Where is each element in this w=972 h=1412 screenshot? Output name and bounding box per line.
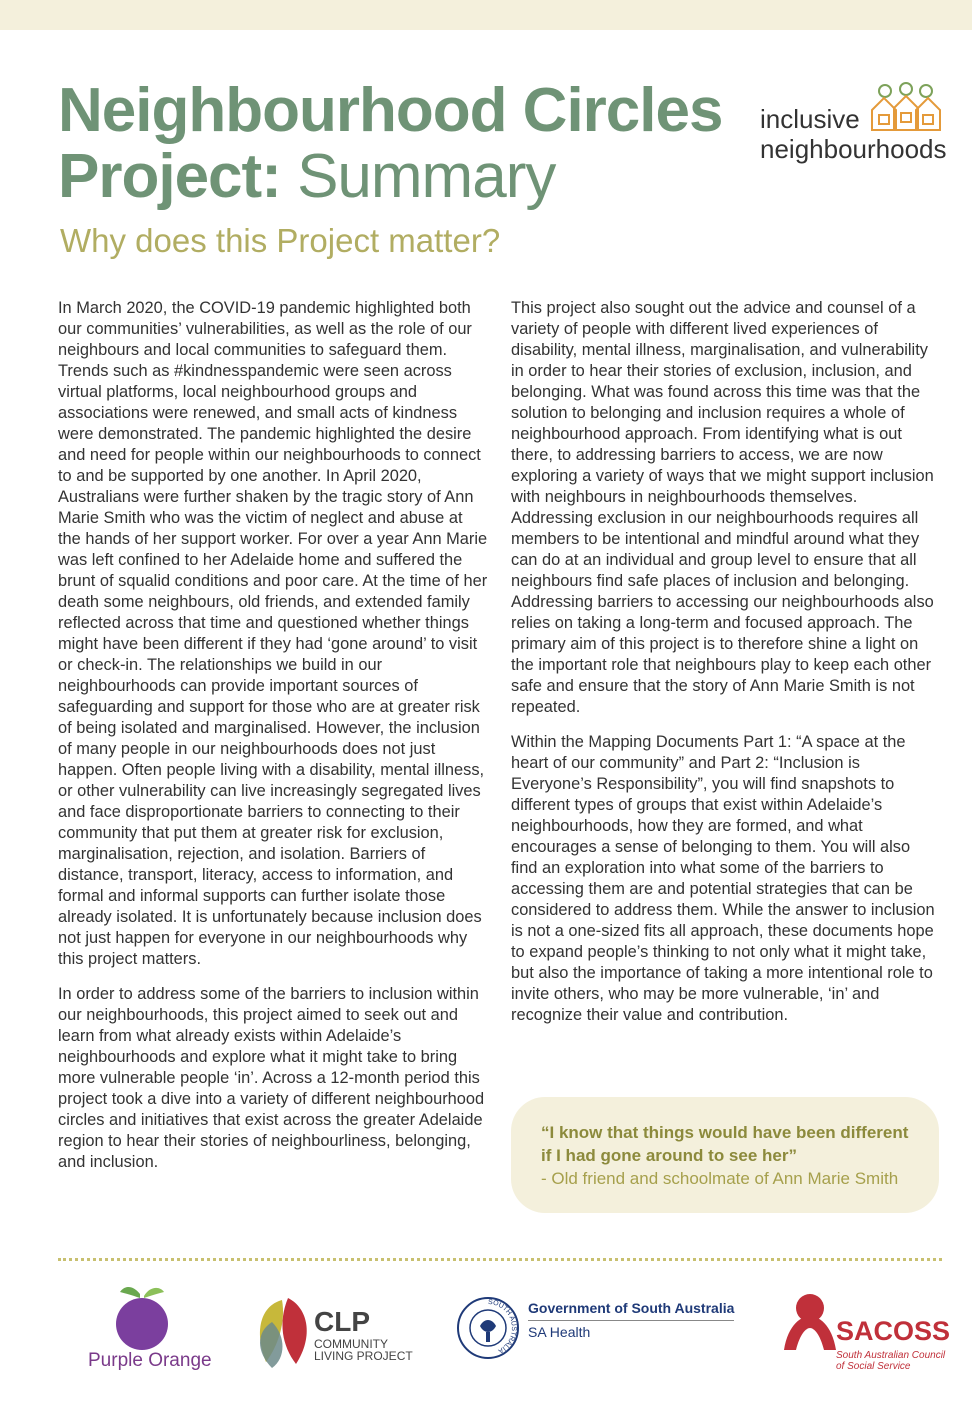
sa-seal-icon (456, 1296, 520, 1360)
sa-government-logo (456, 1282, 746, 1382)
logo-line1: inclusive (760, 104, 860, 134)
sacoss-line2: of Social Service (836, 1361, 911, 1372)
purple-orange-logo (88, 1282, 212, 1382)
left-paragraph-2: In order to address some of the barriers to inclusion within our neighbourhoods, this project aimed to seek out and learn from what already exists within Adelaide’s neighbourhoods and explore what it might take to bring more vulnerable people ‘in’. Across a 12-month period this project took a dive into a variety of different neighbourhood circles and initiatives that exist across the greater Adelaide region to hear their stories of neighbourliness, belonging, and inclusion. (58, 985, 485, 1171)
inclusive-neighbourhoods-logo (760, 82, 950, 172)
houses-icon (868, 82, 944, 132)
clp-line2: LIVING PROJECT (314, 1349, 413, 1363)
quote-text: “I know that things would have been different if I had gone around to see her” (541, 1123, 909, 1165)
left-column (58, 298, 488, 1187)
title-light: Summary (297, 142, 556, 211)
clp-name: CLP (314, 1306, 370, 1337)
purple-orange-name: Purple Orange (88, 1350, 212, 1371)
top-band (0, 0, 972, 30)
page-title (58, 78, 738, 210)
quote-attribution: - Old friend and schoolmate of Ann Marie Smith (541, 1169, 899, 1188)
sacoss-figure-icon (780, 1290, 840, 1360)
sacoss-logo (780, 1282, 950, 1382)
seal-text: SOUTH AUSTRALIA (487, 1298, 518, 1355)
plum-icon (102, 1282, 182, 1352)
right-paragraph-2: Within the Mapping Documents Part 1: “A space at the heart of our community” and Part 2: “Inclusion is Everyone’s Responsibility”, you will find snapshots to different types of groups that exist within Adelaide’s neighbourhoods, how they are formed, and what encourages a sense of belonging to them. You will also find an exploration into what some of the barriers to accessing them are and potential strategies that can be considered to address them. While the answer to inclusion is not a one-sized fits all approach, these documents hope to expand people’s thinking to not only what it might take, but also the importance of taking a more intentional role to invite others, who may be more vulnerable, ‘in’ and recognize their value and contribution. (511, 733, 935, 1024)
gov-underline (528, 1320, 734, 1321)
footer-divider (58, 1258, 942, 1261)
clp-subtitle (314, 1338, 413, 1362)
left-paragraph-1: In March 2020, the COVID-19 pandemic highlighted both our communities’ vulnerabilities, as well as the role of our neighbours and local communities to safeguard them. Trends such as #kindnesspandemic were seen across virtual platforms, local neighbourhood groups and associations were renewed, and small acts of kindness were demonstrated. The pandemic highlighted the desire and need for people within our neighbourhoods to connect to and be supported by one another. In April 2020, Australians were further shaken by the tragic story of Ann Marie Smith who was the victim of neglect and abuse at the hands of her support worker. For over a year Ann Marie was left confined to her Adelaide home and suffered the brunt of squalid conditions and poor care. At the time of her death some neighbours, old friends, and extended family reflected across that time and questioned whether things might have been different if they had ‘gone around’ to visit or check-in. The relationships we build in our neighbourhoods can provide important sources of safeguarding and support for those who are at greater risk of being isolated and marginalised. However, the inclusion of many people in our neighbourhoods does not just happen. Often people living with a disability, mental illness, or other vulnerability can live increasingly segregated lives and face disproportionate barriers to connecting to their community that put them at greater risk for exclusion, marginalisation, rejection, and isolation. Barriers of distance, transport, literacy, access to information, and formal and informal supports can further isolate those already isolated. It is unfortunately because inclusion does not just happen for everyone in our neighbourhoods why this project matters. (58, 299, 488, 968)
sacoss-line1: South Australian Council (836, 1350, 946, 1361)
clp-logo (252, 1282, 412, 1382)
sacoss-subtitle (836, 1350, 945, 1372)
sa-health: SA Health (528, 1324, 591, 1340)
clp-line1: COMMUNITY (314, 1337, 388, 1351)
gov-name: Government of South Australia (528, 1300, 735, 1316)
right-column (511, 298, 939, 1040)
title-bold: Neighbourhood Circles Project: (58, 76, 723, 211)
quote-box (511, 1097, 939, 1213)
leaves-icon (252, 1292, 318, 1372)
logo-line2: neighbourhoods (760, 134, 947, 164)
right-paragraph-1: This project also sought out the advice and counsel of a variety of people with different lived experiences of disability, mental illness, marginalisation, and vulnerability in order to hear their stories of exclusion, inclusion, and belonging. What was found across this time was that the solution to belonging and inclusion requires a whole of neighbourhood approach. From identifying what is out there, to addressing barriers to access, we are now exploring a variety of ways that we might support inclusion with neighbours in neighbourhoods themselves. Addressing exclusion in our neighbourhoods requires all members to be intentional and mindful around what they can do at an individual and group level to ensure that all neighbours find safe places of inclusion and belonging. Addressing barriers to accessing our neighbourhoods also relies on taking a long-term and focused approach. The primary aim of this project is to therefore shine a light on the important role that neighbours play to keep each other safe and ensure that the story of Ann Marie Smith is not repeated. (511, 299, 934, 716)
section-subtitle: Why does this Project matter? (60, 222, 501, 259)
sacoss-name: SACOSS (836, 1316, 951, 1346)
